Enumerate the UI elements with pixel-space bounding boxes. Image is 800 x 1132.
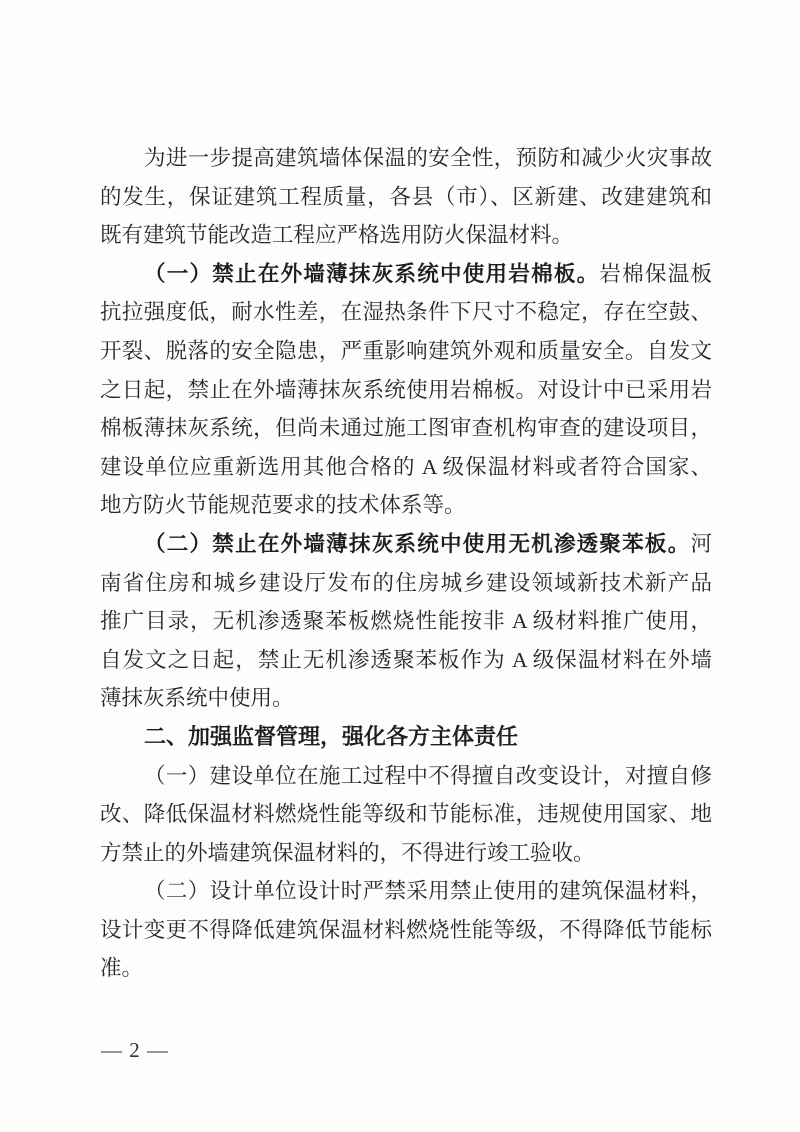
text-line (100, 564, 712, 603)
text-run: 改、降低保温材料燃烧性能等级和节能标准，违规使用国家、地 (100, 802, 712, 827)
text-run: 抗拉强度低，耐水性差，在湿热条件下尺寸不稳定，存在空鼓、 (100, 300, 712, 325)
text-line (100, 216, 712, 255)
text-line (100, 409, 712, 448)
text-line (100, 679, 712, 718)
page-number: — 2 — (101, 1038, 169, 1062)
text-line (100, 139, 712, 178)
text-line (100, 255, 712, 294)
text-run: （二）禁止在外墙薄抹灰系统中使用无机渗透聚苯板。 (144, 531, 691, 556)
text-run: 河 (690, 531, 712, 556)
text-line (100, 911, 712, 950)
text-line (100, 486, 712, 525)
text-line (100, 602, 712, 641)
section-heading (100, 718, 712, 757)
document-body (100, 139, 712, 988)
text-line (100, 757, 712, 796)
text-run: 南省住房和城乡建设厅发布的住房城乡建设领域新技术新产品 (100, 570, 712, 595)
text-run: 设计变更不得降低建筑保温材料燃烧性能等级，不得降低节能标 (100, 917, 712, 942)
text-run: 地方防火节能规范要求的技术体系等。 (100, 493, 466, 518)
text-line (100, 293, 712, 332)
text-run: （一）建设单位在施工过程中不得擅自改变设计，对擅自修 (144, 763, 712, 788)
text-run: 薄抹灰系统中使用。 (100, 686, 294, 711)
text-run: （一）禁止在外墙薄抹灰系统中使用岩棉板。 (144, 261, 600, 286)
text-line (100, 834, 712, 873)
text-line (100, 641, 712, 680)
text-line (100, 371, 712, 410)
text-run: 推广目录，无机渗透聚苯板燃烧性能按非 A 级材料推广使用， (100, 609, 712, 634)
text-line (100, 795, 712, 834)
text-run: 之日起，禁止在外墙薄抹灰系统使用岩棉板。对设计中已采用岩 (100, 377, 712, 402)
text-run: 岩棉保温板 (599, 261, 712, 286)
text-run: （二）设计单位设计时严禁采用禁止使用的建筑保温材料， (144, 879, 712, 904)
text-line (100, 178, 712, 217)
text-run: 准。 (100, 956, 144, 981)
text-run: 方禁止的外墙建筑保温材料的，不得进行竣工验收。 (100, 840, 595, 865)
text-run: 二、加强监督管理，强化各方主体责任 (144, 723, 519, 749)
text-run: 自发文之日起，禁止无机渗透聚苯板作为 A 级保温材料在外墙 (100, 647, 712, 672)
text-run: 的发生，保证建筑工程质量，各县（市）、区新建、改建建筑和 (100, 184, 712, 209)
text-run: 开裂、脱落的安全隐患，严重影响建筑外观和质量安全。自发文 (100, 338, 712, 363)
text-line (100, 448, 712, 487)
text-line (100, 949, 712, 988)
text-line (100, 525, 712, 564)
text-line (100, 872, 712, 911)
text-run: 建设单位应重新选用其他合格的 A 级保温材料或者符合国家、 (100, 454, 712, 479)
text-run: 棉板薄抹灰系统，但尚未通过施工图审查机构审查的建设项目， (100, 416, 712, 441)
text-line (100, 332, 712, 371)
text-run: 既有建筑节能改造工程应严格选用防火保温材料。 (100, 223, 574, 248)
text-run: 为进一步提高建筑墙体保温的安全性，预防和减少火灾事故 (144, 146, 712, 170)
